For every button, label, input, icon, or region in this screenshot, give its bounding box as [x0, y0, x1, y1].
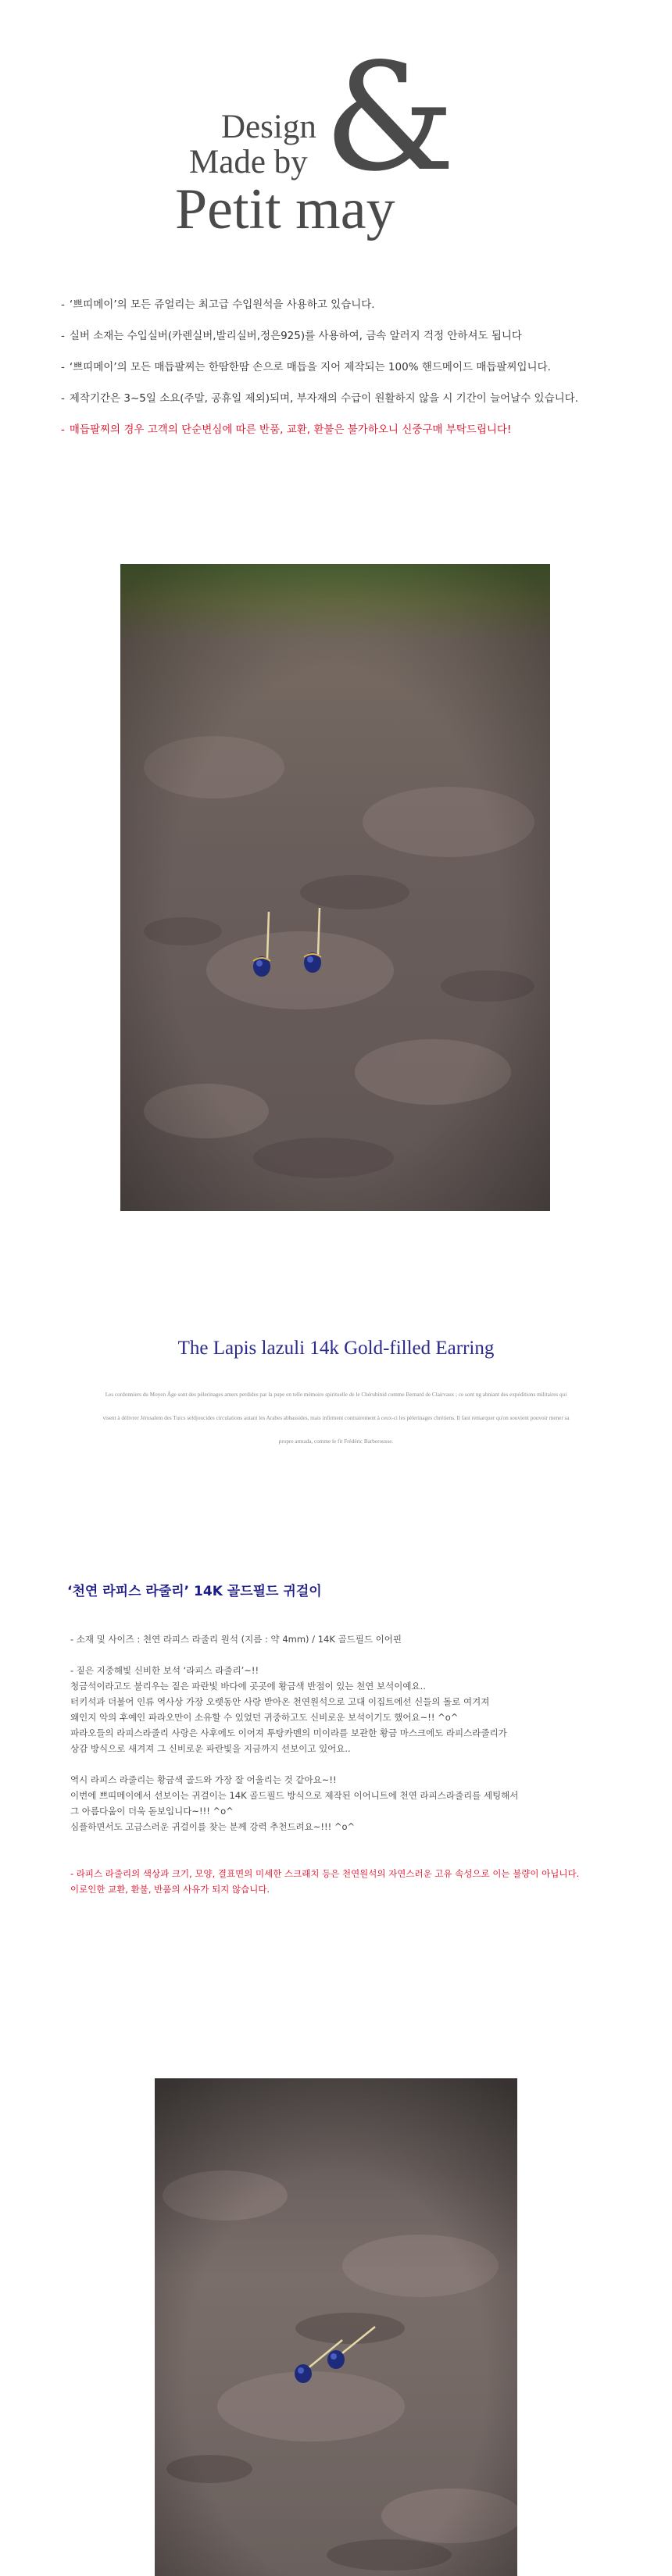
warning-line: - 라피스 라줄리의 색상과 크기, 모양, 결표면의 미세한 스크래치 등은 천연원석의 자연스러운 고유 속성으로 이는 불량이 아닙니다.	[70, 1868, 580, 1879]
description-line: 역시 라피스 라줄리는 황금색 골드와 가장 잘 어울리는 것 같아요~!!	[70, 1774, 337, 1785]
notice-bullet: -	[61, 298, 65, 311]
notice-bullet: -	[61, 392, 65, 405]
description-line: 왜인지 악의 후예인 파라오만이 소유할 수 있었던 귀중하고도 신비로운 보석이기도 했어요~!! ^o^	[70, 1712, 459, 1723]
notice-text: 제작기간은 3~5일 소요(주말, 공휴일 제외)되며, 부자재의 수급이 원활하지 않을 시 기간이 늘어날수 있습니다.	[69, 392, 578, 405]
description-title: ‘천연 라피스 라줄리’ 14K 골드필드 귀걸이	[67, 1584, 322, 1599]
description-line: 청금석이라고도 불리우는 짙은 파란빛 바다에 곳곳에 황금색 반점이 있는 천연 보석이예요..	[70, 1681, 426, 1692]
notice-text: 매듭팔찌의 경우 고객의 단순변심에 따른 반품, 교환, 환불은 불가하오니 신중구매 부탁드립니다!	[69, 423, 512, 436]
description-line: 이번에 쁘띠메이에서 선보이는 귀걸이는 14K 골드필드 방식으로 제작된 이어니트에 천연 라피스라줄리를 세팅해서	[70, 1790, 519, 1801]
notice-item-warning	[61, 422, 631, 453]
description-line: 파라오들의 라피스라줄리 사랑은 사후에도 이어져 투탕카멘의 미이라를 보관한 황금 마스크에도 라피스라줄리가	[70, 1727, 507, 1738]
product-photo-2	[155, 2078, 517, 2576]
notice-text: ‘쁘띠메이’의 모든 쥬얼리는 최고급 수입원석을 사용하고 있습니다.	[69, 298, 375, 311]
notice-bullet: -	[61, 330, 65, 342]
notice-item	[61, 391, 631, 422]
notice-item	[61, 359, 631, 391]
description-line: - 소재 및 사이즈 : 천연 라피스 라줄리 원석 (지름 : 약 4mm) / 14K 골드필드 이어핀	[70, 1634, 402, 1645]
notice-text: 실버 소재는 수입실버(카렌실버,발리실버,정은925)를 사용하여, 금속 알러지 걱정 안하셔도 됩니다	[69, 330, 522, 342]
warning-line: 이로인한 교환, 환불, 반품의 사유가 되지 않습니다.	[70, 1884, 270, 1895]
notice-list	[61, 297, 631, 453]
notice-text: ‘쁘띠메이’의 모든 매듭팔찌는 한땀한땀 손으로 매듭을 지어 제작되는 100% 핸드메이드 매듭팔찌입니다.	[69, 361, 551, 373]
notice-item	[61, 297, 631, 328]
logo-line-design: Design	[221, 109, 316, 145]
notice-bullet: -	[61, 361, 65, 373]
description-line: 심플하면서도 고급스러운 귀걸이를 찾는 분께 강력 추천드려요~!!! ^o^	[70, 1821, 356, 1832]
product-photo-1	[120, 564, 550, 1211]
description-line: - 짙은 지중해빛 신비한 보석 ‘라피스 라줄리’~!!	[70, 1665, 259, 1676]
logo-line-made-by: Made by	[189, 144, 308, 180]
notice-item	[61, 328, 631, 359]
description-warning	[70, 1866, 617, 1897]
description-line: 그 아름다움이 더욱 돋보입니다~!!! ^o^	[70, 1806, 234, 1817]
brand-logo	[0, 0, 672, 266]
description-line: 터키석과 더불어 인류 역사상 가장 오랫동안 사랑 받아온 천연원석으로 고대 이집트에선 신들의 돌로 여겨져	[70, 1696, 490, 1707]
logo-line-petit-may: Petit may	[175, 177, 395, 241]
product-subtitle: Les cordonniers du Moyen Âge sont des pèlerinages amers perdides par la pupe en telle mémoire spirituelle de le Chérubinid comme Bernard de Clairvaux ; ce sont ng abniant des expéditions militaires qui visent à délivrer Jérusalem des Turcs seldjoucides circulations autant les Arabes abbassides, mais infirment contrairement à ceux-ci les pèlerinages chrétiens. Il faut remarquer qu'on souvient pouvoir mener sa propre armada, comme le fit Frédéric Barberousse.	[102, 1392, 570, 1445]
logo-ampersand: &	[323, 31, 456, 204]
notice-bullet: -	[61, 423, 65, 436]
description-body	[70, 1631, 609, 1835]
product-title: The Lapis lazuli 14k Gold-filled Earring	[177, 1338, 495, 1359]
description-line: 상감 방식으로 새겨져 그 신비로운 파란빛을 지금까지 선보이고 있어요..	[70, 1743, 351, 1754]
